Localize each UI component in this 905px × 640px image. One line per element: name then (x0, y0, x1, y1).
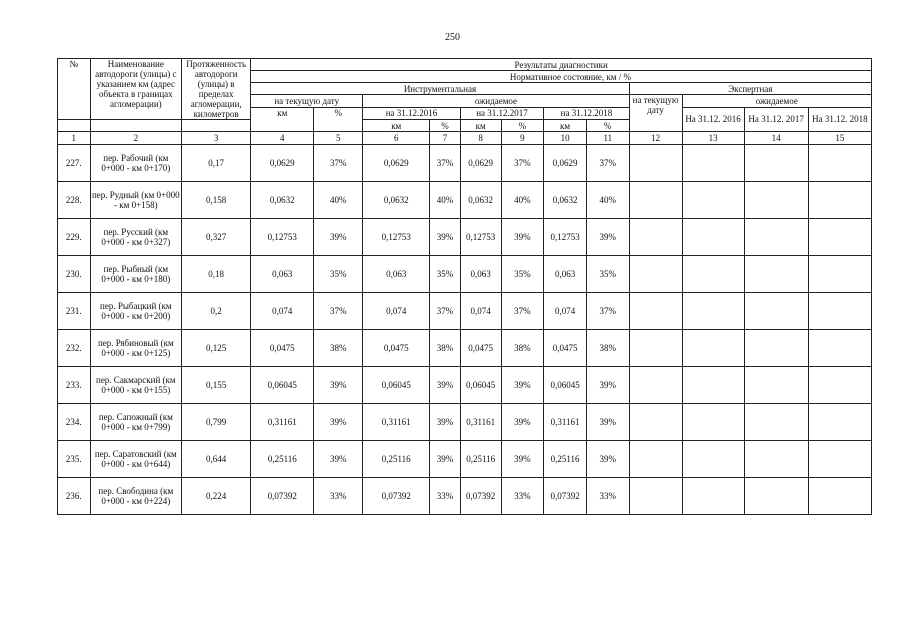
header-date-2016: на 31.12.2016 (363, 107, 461, 120)
road-name: пер. Рабочий (км 0+000 - км 0+170) (90, 145, 182, 182)
row-number: 230. (58, 256, 91, 293)
table-row (58, 145, 872, 182)
cell-pct-2017: 38% (501, 330, 544, 367)
road-name: пер. Сапожный (км 0+000 - км 0+799) (90, 404, 182, 441)
cell-pct-2016: 35% (430, 256, 461, 293)
expert-empty-cell (682, 182, 744, 219)
cell-length: 0,17 (182, 145, 251, 182)
cell-pct-cur: 40% (314, 182, 363, 219)
road-name: пер. Рыбный (км 0+000 - км 0+180) (90, 256, 182, 293)
header-km: км (251, 107, 314, 132)
cell-pct-2017: 40% (501, 182, 544, 219)
road-name: пер. Рудный (км 0+000 - км 0+158) (90, 182, 182, 219)
column-number: 11 (586, 132, 629, 145)
cell-value: 0,31161 (550, 417, 580, 427)
header-km-2018: км (544, 120, 587, 132)
header-current-date: на текущую дату (251, 95, 363, 108)
expert-empty-cell (808, 478, 871, 515)
header-expert-2016: На 31.12. 2016 (682, 107, 744, 132)
cell-km-cur: 0,0629 (251, 145, 314, 182)
cell-km-2018 (544, 367, 587, 404)
cell-value: 0,25116 (466, 454, 496, 464)
header-km-2016: км (363, 120, 430, 132)
cell-pct-2018: 37% (586, 293, 629, 330)
expert-empty-cell (744, 367, 808, 404)
cell-length: 0,18 (182, 256, 251, 293)
expert-empty-cell (682, 145, 744, 182)
cell-km-2017 (460, 219, 501, 256)
expert-empty-cell (808, 441, 871, 478)
cell-pct-cur: 37% (314, 293, 363, 330)
cell-pct-2017: 33% (501, 478, 544, 515)
expert-empty-cell (682, 367, 744, 404)
cell-length: 0,224 (182, 478, 251, 515)
cell-value: 0,12753 (466, 232, 496, 242)
expert-empty-cell (808, 404, 871, 441)
cell-value: 0,063 (554, 269, 576, 279)
row-number: 232. (58, 330, 91, 367)
cell-length: 0,155 (182, 367, 251, 404)
cell-pct-2018: 39% (586, 441, 629, 478)
row-number: 229. (58, 219, 91, 256)
row-number: 236. (58, 478, 91, 515)
cell-pct-cur: 39% (314, 367, 363, 404)
cell-pct-cur: 37% (314, 145, 363, 182)
expert-empty-cell (744, 219, 808, 256)
row-number: 228. (58, 182, 91, 219)
cell-value: 0,0629 (468, 158, 494, 168)
cell-km-2017 (460, 256, 501, 293)
road-name: пер. Свободина (км 0+000 - км 0+224) (90, 478, 182, 515)
expert-empty-cell (629, 145, 682, 182)
expert-empty-cell (629, 219, 682, 256)
cell-pct-2016: 37% (430, 293, 461, 330)
cell-value: 0,074 (470, 306, 491, 316)
road-name: пер. Сакмарский (км 0+000 - км 0+155) (90, 367, 182, 404)
cell-km-2016: 0,06045 (363, 367, 430, 404)
expert-empty-cell (744, 330, 808, 367)
cell-km-cur: 0,07392 (251, 478, 314, 515)
expert-empty-cell (629, 441, 682, 478)
column-number: 14 (744, 132, 808, 145)
row-number: 235. (58, 441, 91, 478)
table-row (58, 219, 872, 256)
cell-pct-cur: 39% (314, 404, 363, 441)
cell-km-2017 (460, 293, 501, 330)
header-expert-2017: На 31.12. 2017 (744, 107, 808, 132)
column-number: 5 (314, 132, 363, 145)
expert-empty-cell (682, 330, 744, 367)
expert-empty-cell (808, 182, 871, 219)
cell-pct-cur: 33% (314, 478, 363, 515)
expert-empty-cell (629, 256, 682, 293)
cell-pct-2017: 39% (501, 219, 544, 256)
expert-empty-cell (744, 182, 808, 219)
cell-value: 0,0475 (468, 343, 494, 353)
road-name: пер. Русский (км 0+000 - км 0+327) (90, 219, 182, 256)
column-number: 10 (544, 132, 587, 145)
cell-km-2018 (544, 441, 587, 478)
column-number-row (58, 132, 872, 145)
cell-length: 0,799 (182, 404, 251, 441)
road-name: пер. Рябиновый (км 0+000 - км 0+125) (90, 330, 182, 367)
cell-km-2017 (460, 478, 501, 515)
cell-km-2018 (544, 219, 587, 256)
expert-empty-cell (682, 219, 744, 256)
cell-km-2017 (460, 404, 501, 441)
column-number: 13 (682, 132, 744, 145)
cell-pct-2017: 39% (501, 404, 544, 441)
cell-value: 0,074 (554, 306, 576, 316)
expert-empty-cell (629, 367, 682, 404)
cell-length: 0,2 (182, 293, 251, 330)
header-pct-2017: % (501, 120, 544, 132)
column-number: 2 (90, 132, 182, 145)
cell-km-2017 (460, 182, 501, 219)
cell-pct-2018: 37% (586, 145, 629, 182)
row-number: 227. (58, 145, 91, 182)
cell-value: 0,12753 (550, 232, 580, 242)
cell-pct-2016: 38% (430, 330, 461, 367)
expert-empty-cell (808, 219, 871, 256)
cell-value: 0,0629 (552, 158, 578, 168)
header-pct-2016: % (430, 120, 461, 132)
expert-empty-cell (808, 367, 871, 404)
cell-value: 0,063 (470, 269, 491, 279)
row-number: 234. (58, 404, 91, 441)
road-name: пер. Рыбацкий (км 0+000 - км 0+200) (90, 293, 182, 330)
cell-km-2018 (544, 404, 587, 441)
cell-km-2017 (460, 145, 501, 182)
cell-length: 0,125 (182, 330, 251, 367)
cell-pct-2018: 38% (586, 330, 629, 367)
table-row (58, 293, 872, 330)
cell-km-2018 (544, 330, 587, 367)
expert-empty-cell (682, 256, 744, 293)
cell-pct-2018: 39% (586, 367, 629, 404)
table-row (58, 404, 872, 441)
cell-km-2016: 0,31161 (363, 404, 430, 441)
header-spacer (58, 120, 91, 132)
cell-length: 0,158 (182, 182, 251, 219)
cell-value: 0,06045 (550, 380, 580, 390)
cell-value: 0,07392 (466, 491, 496, 501)
header-normative: Нормативное состояние, км / % (251, 71, 872, 83)
expert-empty-cell (808, 330, 871, 367)
cell-pct-2017: 37% (501, 293, 544, 330)
expert-empty-cell (682, 441, 744, 478)
cell-pct-2017: 39% (501, 441, 544, 478)
cell-km-cur: 0,31161 (251, 404, 314, 441)
cell-value: 0,25116 (550, 454, 580, 464)
cell-pct-2018: 33% (586, 478, 629, 515)
header-expert-2018: На 31.12. 2018 (808, 107, 871, 132)
cell-km-2016: 0,07392 (363, 478, 430, 515)
expert-empty-cell (808, 256, 871, 293)
column-number: 7 (430, 132, 461, 145)
table-row (58, 441, 872, 478)
table-row (58, 367, 872, 404)
cell-km-2018 (544, 145, 587, 182)
road-name: пер. Саратовский (км 0+000 - км 0+644) (90, 441, 182, 478)
table-row (58, 330, 872, 367)
header-expected: ожидаемое (363, 95, 630, 108)
expert-empty-cell (682, 293, 744, 330)
cell-length: 0,327 (182, 219, 251, 256)
cell-pct-2016: 37% (430, 145, 461, 182)
expert-empty-cell (744, 256, 808, 293)
cell-pct-cur: 38% (314, 330, 363, 367)
diagnostics-table (57, 58, 872, 515)
table-row (58, 256, 872, 293)
cell-pct-2016: 40% (430, 182, 461, 219)
cell-pct-2018: 39% (586, 404, 629, 441)
expert-empty-cell (682, 404, 744, 441)
column-number: 4 (251, 132, 314, 145)
column-number: 12 (629, 132, 682, 145)
cell-km-2018 (544, 478, 587, 515)
expert-empty-cell (629, 182, 682, 219)
cell-value: 0,06045 (466, 380, 496, 390)
column-number: 6 (363, 132, 430, 145)
cell-pct-2017: 39% (501, 367, 544, 404)
cell-value: 0,0632 (468, 195, 494, 205)
header-km-2017: км (460, 120, 501, 132)
cell-value: 0,07392 (550, 491, 580, 501)
expert-empty-cell (744, 404, 808, 441)
cell-pct-2018: 40% (586, 182, 629, 219)
expert-empty-cell (629, 478, 682, 515)
cell-km-2017 (460, 441, 501, 478)
cell-pct-2016: 39% (430, 441, 461, 478)
expert-empty-cell (744, 145, 808, 182)
cell-km-2016: 0,0475 (363, 330, 430, 367)
cell-pct-2016: 33% (430, 478, 461, 515)
expert-empty-cell (808, 293, 871, 330)
cell-pct-2018: 39% (586, 219, 629, 256)
header-spacer (182, 120, 251, 132)
cell-km-2018 (544, 293, 587, 330)
cell-pct-2018: 35% (586, 256, 629, 293)
column-number: 15 (808, 132, 871, 145)
cell-pct-cur: 39% (314, 441, 363, 478)
expert-empty-cell (629, 330, 682, 367)
column-number: 1 (58, 132, 91, 145)
cell-km-2018 (544, 256, 587, 293)
cell-km-2016: 0,25116 (363, 441, 430, 478)
cell-km-2016: 0,063 (363, 256, 430, 293)
header-pct-2018: % (586, 120, 629, 132)
expert-empty-cell (629, 293, 682, 330)
cell-value: 0,0475 (552, 343, 578, 353)
cell-km-2016: 0,12753 (363, 219, 430, 256)
row-number: 231. (58, 293, 91, 330)
cell-km-cur: 0,063 (251, 256, 314, 293)
cell-pct-2016: 39% (430, 219, 461, 256)
cell-km-2018 (544, 182, 587, 219)
header-expert: Экспертная (629, 83, 871, 95)
header-date-2018: на 31.12.2018 (544, 107, 629, 120)
cell-pct-2016: 39% (430, 367, 461, 404)
table-row (58, 478, 872, 515)
header-pct: % (314, 107, 363, 132)
column-number: 9 (501, 132, 544, 145)
header-expert-current-date: на текущую дату (629, 95, 682, 132)
cell-km-2017 (460, 367, 501, 404)
header-road-name: Наименование автодороги (улицы) с указанием км (адрес объекта в границах агломерации) (90, 59, 182, 120)
cell-km-2016: 0,0629 (363, 145, 430, 182)
header-results: Результаты диагностики (251, 59, 872, 71)
cell-km-cur: 0,074 (251, 293, 314, 330)
header-spacer (90, 120, 182, 132)
cell-pct-cur: 35% (314, 256, 363, 293)
cell-km-2016: 0,0632 (363, 182, 430, 219)
cell-pct-2016: 39% (430, 404, 461, 441)
row-number: 233. (58, 367, 91, 404)
header-date-2017: на 31.12.2017 (460, 107, 543, 120)
cell-km-cur: 0,12753 (251, 219, 314, 256)
column-number: 8 (460, 132, 501, 145)
cell-km-cur: 0,0632 (251, 182, 314, 219)
expert-empty-cell (744, 441, 808, 478)
cell-length: 0,644 (182, 441, 251, 478)
cell-pct-2017: 37% (501, 145, 544, 182)
table-row (58, 182, 872, 219)
header-length: Протяженность автодороги (улицы) в пределах агломерации, километров (182, 59, 251, 120)
cell-km-cur: 0,0475 (251, 330, 314, 367)
cell-pct-2017: 35% (501, 256, 544, 293)
page-number: 250 (445, 32, 460, 43)
column-number: 3 (182, 132, 251, 145)
header-instrumental: Инструментальная (251, 83, 629, 95)
expert-empty-cell (682, 478, 744, 515)
cell-km-2017 (460, 330, 501, 367)
cell-km-cur: 0,06045 (251, 367, 314, 404)
header-expert-expected: ожидаемое (682, 95, 871, 108)
cell-km-cur: 0,25116 (251, 441, 314, 478)
cell-km-2016: 0,074 (363, 293, 430, 330)
cell-value: 0,0632 (552, 195, 578, 205)
expert-empty-cell (744, 293, 808, 330)
expert-empty-cell (744, 478, 808, 515)
header-no: № (58, 59, 91, 120)
cell-value: 0,31161 (466, 417, 496, 427)
expert-empty-cell (808, 145, 871, 182)
cell-pct-cur: 39% (314, 219, 363, 256)
expert-empty-cell (629, 404, 682, 441)
